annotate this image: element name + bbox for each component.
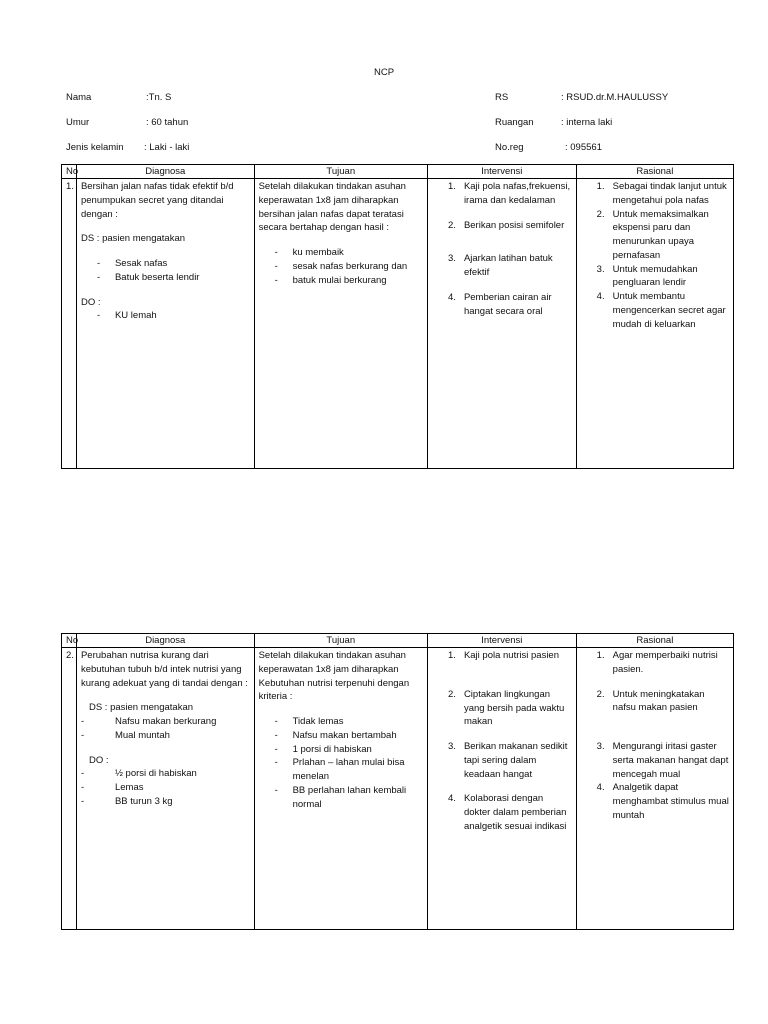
table-row: [62, 179, 734, 469]
rasional-item: 4. Untuk membantu mengencerkan secret agar mudah di keluarkan: [596, 291, 726, 330]
noreg-label: No.reg: [495, 142, 524, 153]
ds-item: - Nafsu makan berkurang: [80, 716, 217, 728]
table-header-row: [62, 634, 734, 648]
diagnosa-cell: [76, 648, 254, 930]
tujuan-item: - sesak nafas berkurang dan: [274, 260, 408, 272]
intervensi-item: 2. Ciptakan lingkungan yang bersih pada waktu makan: [447, 688, 565, 728]
intervensi-item: 4. Kolaborasi dengan dokter dalam pemberian analgetik sesuai indikasi: [447, 793, 567, 832]
rasional-cell: [576, 648, 733, 930]
col-header-intervensi: Intervensi: [427, 634, 576, 648]
tujuan-item: - batuk mulai berkurang: [274, 274, 387, 286]
ds-item: - Batuk beserta lendir: [96, 271, 200, 283]
row-number: 1.: [62, 179, 77, 469]
rasional-item: 2. Untuk meningkatakan nafsu makan pasien: [596, 688, 705, 714]
do-item: - ½ porsi di habiskan: [80, 768, 197, 780]
jenis-kelamin-label: Jenis kelamin: [66, 142, 124, 153]
diagnosa-cell: [76, 179, 254, 469]
tujuan-intro: Setelah dilakukan tindakan asuhan keperawatan 1x8 jam diharapkan Kebutuhan nutrisi terpenuhi dengan kriteria :: [258, 650, 410, 703]
col-header-rasional: Rasional: [576, 165, 733, 179]
noreg-value: : 095561: [565, 142, 602, 153]
ncp-table-2: [61, 633, 734, 930]
ds-label: DS : pasien mengatakan: [80, 233, 186, 245]
do-item: - KU lemah: [96, 310, 157, 322]
col-header-diagnosa: Diagnosa: [76, 634, 254, 648]
ruangan-value: : interna laki: [561, 117, 613, 128]
tujuan-cell: [254, 179, 427, 469]
intervensi-item: 1. Kaji pola nafas,frekuensi, irama dan kedalaman: [447, 181, 571, 206]
col-header-rasional: Rasional: [576, 634, 733, 648]
intervensi-item: 1. Kaji pola nutrisi pasien: [447, 650, 559, 661]
nama-value: :Tn. S: [146, 92, 172, 103]
ruangan-label: Ruangan: [495, 117, 534, 128]
rs-label: RS: [495, 92, 509, 103]
rasional-item: 2. Untuk memaksimalkan ekspensi paru dan menurunkan upaya pernafasan: [596, 208, 709, 261]
rasional-item: 3. Untuk memudahkan pengluaran lendir: [596, 263, 698, 289]
col-header-intervensi: Intervensi: [427, 165, 576, 179]
tujuan-item: - Tidak lemas: [274, 716, 344, 728]
rasional-item: 1. Sebagai tindak lanjut untuk mengetahui pola nafas: [596, 181, 727, 206]
do-item: - BB turun 3 kg: [80, 795, 173, 807]
col-header-no: No: [62, 634, 77, 648]
rasional-item: 1. Agar memperbaiki nutrisi pasien.: [596, 650, 718, 675]
intervensi-item: 3. Berikan makanan sedikit tapi sering dalam keadaan hangat: [447, 741, 568, 780]
tujuan-item: - Prlahan – lahan mulai bisa menelan: [274, 757, 405, 783]
tujuan-item: - Nafsu makan bertambah: [274, 729, 397, 741]
tujuan-cell: [254, 648, 427, 930]
col-header-tujuan: Tujuan: [254, 634, 427, 648]
umur-label: Umur: [66, 117, 90, 128]
rs-value: : RSUD.dr.M.HAULUSSY: [561, 92, 669, 103]
do-item: - Lemas: [80, 782, 144, 794]
rasional-item: 4. Analgetik dapat menghambat stimulus mual muntah: [596, 782, 729, 821]
intervensi-cell: [427, 648, 576, 930]
umur-value: : 60 tahun: [146, 117, 189, 128]
table-row: [62, 648, 734, 930]
tujuan-item: - 1 porsi di habiskan: [274, 743, 372, 755]
ds-item: - Sesak nafas: [96, 258, 168, 270]
ds-label: DS : pasien mengatakan: [88, 702, 194, 714]
ncp-table-1: [61, 164, 734, 469]
table-header-row: [62, 165, 734, 179]
tujuan-item: - ku membaik: [274, 247, 344, 259]
col-header-tujuan: Tujuan: [254, 165, 427, 179]
nama-label: Nama: [66, 92, 92, 103]
tujuan-item: - BB perlahan lahan kembali normal: [274, 784, 407, 810]
do-label: DO :: [88, 754, 109, 766]
intervensi-item: 4. Pemberian cairan air hangat secara oral: [447, 291, 552, 317]
diagnosa-intro: Bersihan jalan nafas tidak efektif b/d penumpukan secret yang ditandai dengan :: [80, 181, 234, 220]
do-label: DO :: [80, 296, 101, 308]
document-title: NCP: [373, 67, 395, 78]
rasional-item: 3. Mengurangi iritasi gaster serta makanan hangat dapt mencegah mual: [596, 741, 729, 780]
tujuan-intro: Setelah dilakukan tindakan asuhan keperawatan 1x8 jam diharapkan bersihan jalan nafas dapat teratasi secara bertahap dengan hasil :: [258, 181, 406, 234]
col-header-no: No: [62, 165, 77, 179]
ds-item: - Mual muntah: [80, 729, 170, 741]
intervensi-cell: [427, 179, 576, 469]
diagnosa-intro: Perubahan nutrisa kurang dari kebutuhan tubuh b/d intek nutrisi yang kurang adekuat yang di tandai dengan :: [80, 650, 248, 689]
rasional-cell: [576, 179, 733, 469]
row-number: 2.: [62, 648, 77, 930]
col-header-diagnosa: Diagnosa: [76, 165, 254, 179]
intervensi-item: 3. Ajarkan latihan batuk efektif: [447, 253, 553, 279]
intervensi-item: 2. Berikan posisi semifoler: [447, 219, 565, 231]
jenis-kelamin-value: : Laki - laki: [144, 142, 190, 153]
